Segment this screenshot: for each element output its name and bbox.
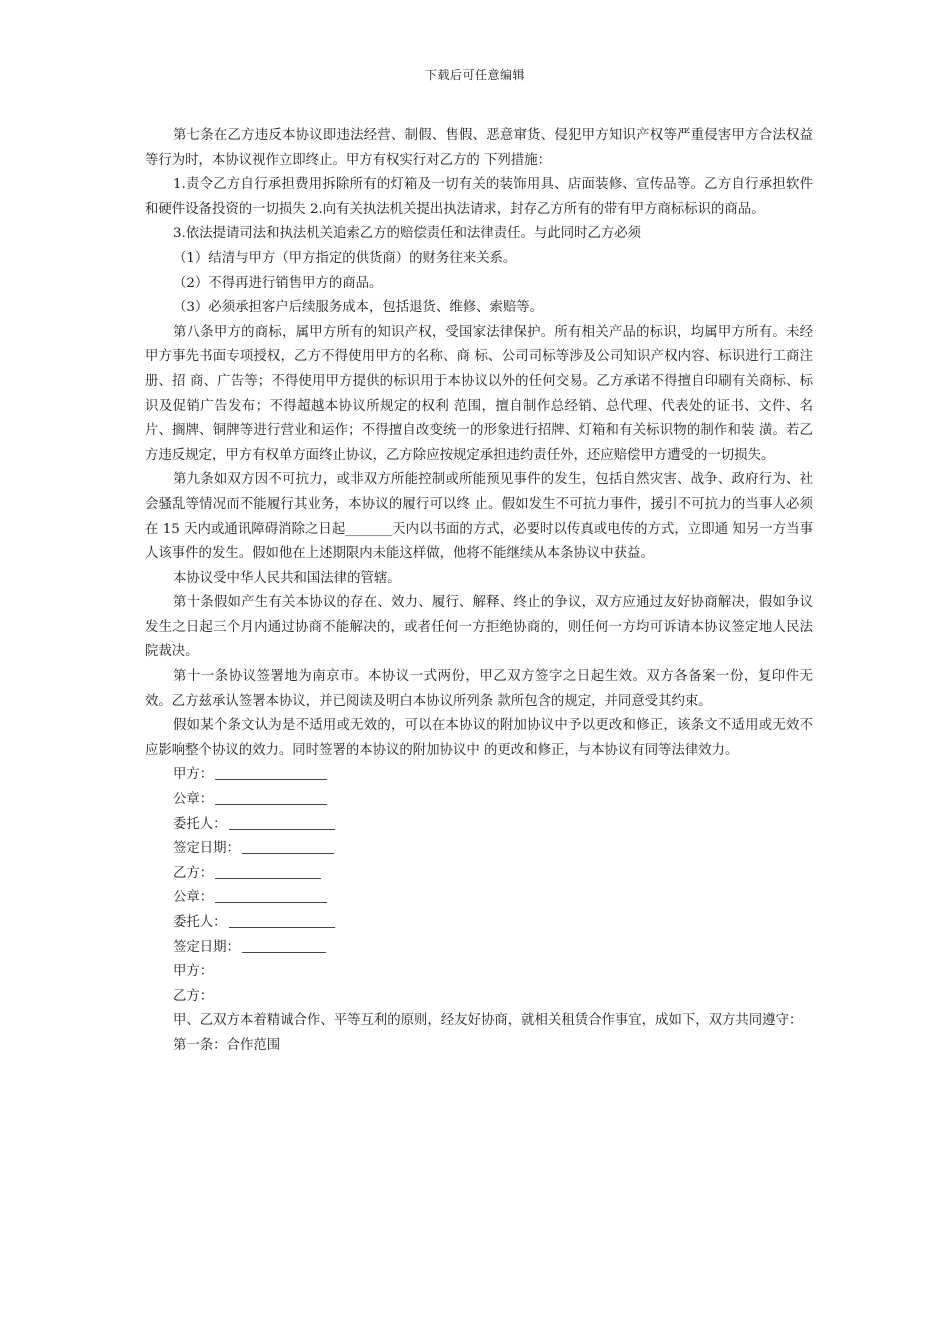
clause-10: 第十条假如产生有关本协议的存在、效力、履行、解释、终止的争议，双方应通过友好协商解决，假如争议发生之日起三个月内通过协商不能解决的，或者任何一方拒绝协商的，则任何一方均可诉请本协议签定地人民法院裁决。 (145, 595, 813, 660)
signature-label: 委托人： (173, 816, 227, 832)
signature-line-date-b (145, 936, 813, 961)
clause-7-item-1: （1）结清与甲方（甲方指定的供货商）的财务往来关系。 (173, 250, 517, 266)
signature-label: 公章： (173, 792, 214, 808)
signature-label: 乙方： (173, 988, 214, 1004)
signature-blank (229, 913, 335, 928)
lease-agreement-preamble: 甲、乙双方本着精诚合作、平等互利的原则，经友好协商，就相关租赁合作事宜，成如下，双方共同遵守： (173, 1013, 803, 1029)
signature-blank (215, 864, 321, 879)
clause-7-measure-3: 3.依法提请司法和执法机关追索乙方的赔偿责任和法律责任。与此同时乙方必须 (173, 226, 642, 242)
signature-blank (215, 888, 327, 903)
signature-label: 签定日期： (173, 939, 240, 955)
signature-line-seal-b (145, 886, 813, 911)
governing-law: 本协议受中华人民共和国法律的管辖。 (173, 570, 401, 586)
signature-line-seal-a (145, 788, 813, 813)
party-b-label (145, 985, 813, 1010)
clause-7-measure-1-2: 1.责令乙方自行承担费用拆除所有的灯箱及一切有关的装饰用具、店面装修、宣传品等。乙方自行承担软件和硬件设备投资的一切损失 2.向有关执法机关提出执法请求，封存乙方所有的带有甲方商标标识的商品。 (145, 177, 813, 217)
signature-label: 甲方： (173, 767, 214, 783)
document-body (145, 124, 813, 1059)
signature-blank (215, 790, 327, 805)
signature-line-party-b (145, 862, 813, 887)
document-header-note: 下载后可任意编辑 (424, 68, 525, 82)
clause-8: 第八条甲方的商标，属甲方所有的知识产权，受国家法律保护。所有相关产品的标识，均属甲方所有。未经甲方事先书面专项授权，乙方不得使用甲方的名称、商 标、公司司标等涉及公司知识产权内容、标识进行工商注册、招 商、广告等；不得使用甲方提供的标识用于本协议以外的任何交易。乙方承诺不得擅自印刷有关商标、标识及促销广告发布；不得超越本协议所规定的权利 范围，擅自制作总经销、总代理、代表处的证书、文件、名片、搁牌、铜牌等进行营业和运作；不得擅自改变统一的形象进行招牌、灯箱和有关标识物的制作和装 潢。若乙方违反规定，甲方有权单方面终止协议，乙方除应按规定承担违约责任外，还应赔偿甲方遭受的一切损失。 (145, 324, 813, 463)
party-a-label (145, 960, 813, 985)
article-1-heading: 第一条：合作范围 (173, 1037, 281, 1053)
clause-7-item-2: （2）不得再进行销售甲方的商品。 (173, 275, 383, 291)
signature-label: 委托人： (173, 915, 227, 930)
signature-line-agent-a (145, 813, 813, 838)
signature-label: 甲方： (173, 964, 214, 980)
signature-line-date-a (145, 837, 813, 862)
clause-7-item-3: （3）必须承担客户后续服务成本，包括退货、维修、索赔等。 (173, 300, 544, 316)
clause-11: 第十一条协议签署地为南京市。本协议一式两份，甲乙双方签字之日起生效。双方各备案一份，复印件无效。乙方兹承认签署本协议，并已阅读及明白本协议所列条 款所包含的规定，并同意受其约束。 (145, 669, 813, 709)
signature-blank (215, 765, 327, 780)
signature-label: 公章： (173, 890, 214, 906)
clause-7: 第七条在乙方违反本协议即违法经营、制假、售假、恶意窜货、侵犯甲方知识产权等严重侵害甲方合法权益等行为时，本协议视作立即终止。甲方有权实行对乙方的 下列措施： (145, 128, 813, 168)
signature-blank (242, 839, 334, 854)
signature-label: 签定日期： (173, 841, 240, 857)
signature-blank (242, 938, 326, 953)
signature-line-agent-b (145, 911, 813, 936)
severability-clause: 假如某个条文认为是不适用或无效的，可以在本协议的附加协议中予以更改和修正，该条文不适用或无效不应影响整个协议的效力。同时签署的本协议的附加协议中 的更改和修正，与本协议有同等法律效力。 (145, 718, 813, 758)
signature-line-party-a (145, 763, 813, 788)
clause-9: 第九条如双方因不可抗力，或非双方所能控制或所能预见事件的发生，包括自然灾害、战争、政府行为、社会骚乱等情况而不能履行其业务，本协议的履行可以终 止。假如发生不可抗力事件，援引不可抗力的当事人必须在 15 天内或通讯障碍消除之日起_______天内以书面的方式，必要时以传真或电传的方式，立即通 知另一方当事人该事件的发生。假如他在上述期限内未能这样做，他将不能继续从本条协议中获益。 (145, 472, 813, 562)
signature-blank (229, 815, 335, 830)
signature-label: 乙方： (173, 865, 214, 881)
